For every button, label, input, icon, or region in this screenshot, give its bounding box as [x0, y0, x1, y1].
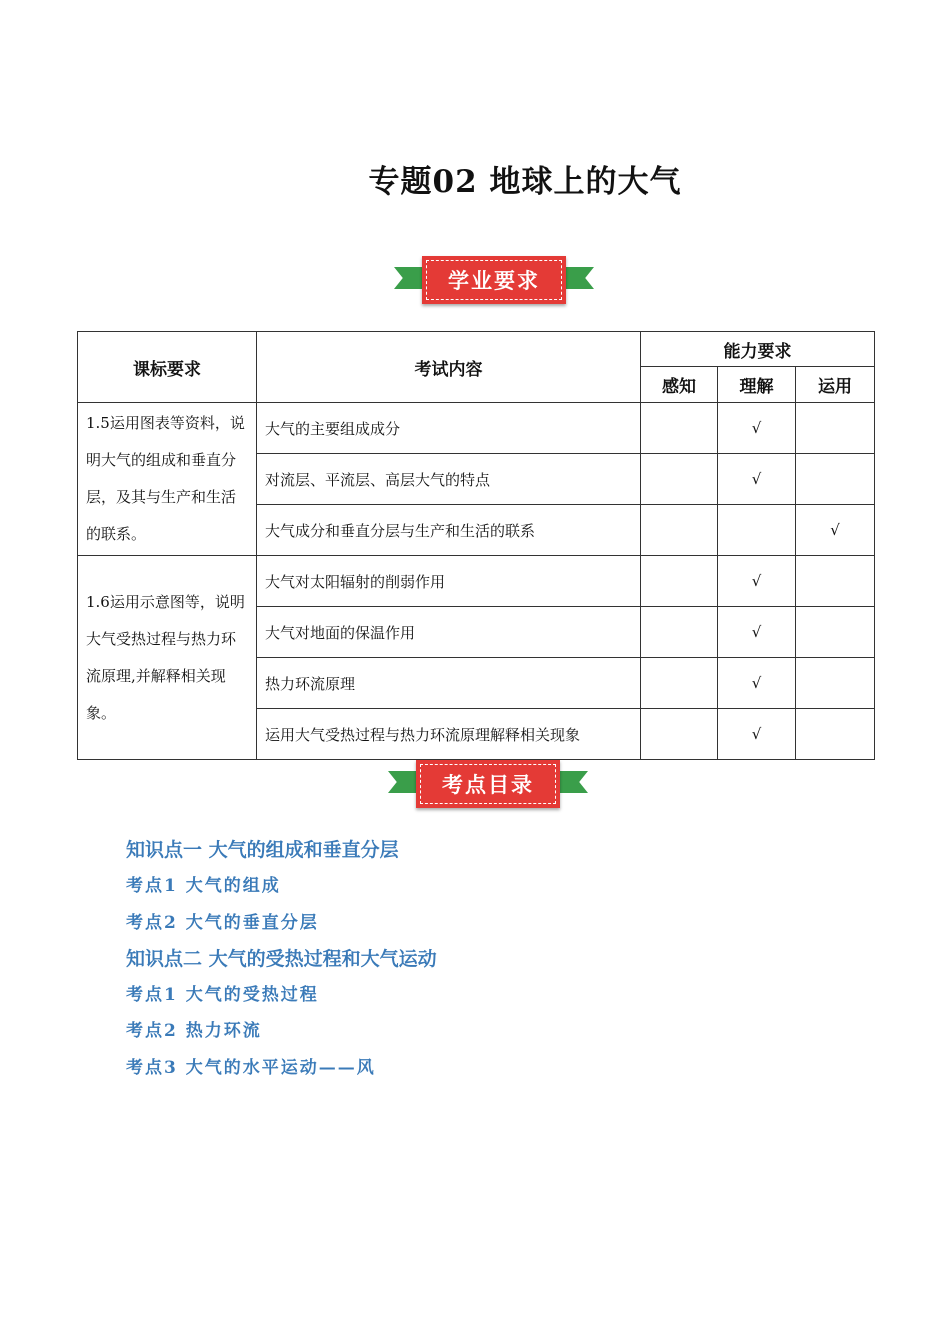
mark-cell	[796, 709, 875, 760]
topic-index	[126, 834, 437, 1088]
banner-academic-requirements	[394, 256, 594, 304]
content-cell: 大气成分和垂直分层与生产和生活的联系	[257, 505, 641, 556]
standard-1-6: 1.6运用示意图等，说明大气受热过程与热力环流原理,并解释相关现象。	[78, 556, 257, 760]
toc-exam-point[interactable]: 考点2 热力环流	[126, 1021, 262, 1042]
mark-cell	[718, 505, 796, 556]
mark-cell	[796, 403, 875, 454]
toc-exam-point[interactable]: 考点1 大气的组成	[126, 876, 281, 897]
header-perceive: 感知	[641, 367, 718, 403]
requirements-table	[77, 331, 875, 760]
header-content: 考试内容	[257, 332, 641, 403]
mark-cell	[641, 403, 718, 454]
banner-plate	[422, 256, 566, 304]
content-cell: 大气对太阳辐射的削弱作用	[257, 556, 641, 607]
mark-cell	[641, 505, 718, 556]
header-understand: 理解	[718, 367, 796, 403]
mark-cell	[641, 709, 718, 760]
mark-cell: √	[718, 454, 796, 505]
mark-cell: √	[718, 658, 796, 709]
mark-cell	[796, 454, 875, 505]
standard-1-5: 1.5运用图表等资料，说明大气的组成和垂直分层，及其与生产和生活的联系。	[78, 403, 257, 556]
header-standard: 课标要求	[78, 332, 257, 403]
toc-exam-point[interactable]: 考点2 大气的垂直分层	[126, 912, 319, 933]
toc-exam-point[interactable]: 考点3 大气的水平运动——风	[126, 1057, 376, 1078]
banner-label: 学业要求	[448, 269, 540, 293]
content-cell: 大气的主要组成成分	[257, 403, 641, 454]
header-apply: 运用	[796, 367, 875, 403]
banner-plate	[416, 760, 560, 808]
mark-cell: √	[796, 505, 875, 556]
banner-label: 考点目录	[442, 773, 534, 797]
mark-cell: √	[718, 709, 796, 760]
mark-cell	[641, 658, 718, 709]
header-ability: 能力要求	[641, 332, 875, 367]
content-cell: 热力环流原理	[257, 658, 641, 709]
mark-cell: √	[718, 556, 796, 607]
toc-exam-point[interactable]: 考点1 大气的受热过程	[126, 985, 319, 1006]
toc-knowledge-point[interactable]: 知识点一 大气的组成和垂直分层	[126, 839, 399, 861]
mark-cell	[796, 658, 875, 709]
mark-cell	[796, 556, 875, 607]
page-title: 专题02 地球上的大气	[368, 164, 682, 200]
content-cell: 大气对地面的保温作用	[257, 607, 641, 658]
mark-cell	[641, 454, 718, 505]
mark-cell	[796, 607, 875, 658]
content-cell: 对流层、平流层、高层大气的特点	[257, 454, 641, 505]
mark-cell: √	[718, 403, 796, 454]
mark-cell	[641, 556, 718, 607]
toc-knowledge-point[interactable]: 知识点二 大气的受热过程和大气运动	[126, 947, 437, 970]
mark-cell	[641, 607, 718, 658]
content-cell: 运用大气受热过程与热力环流原理解释相关现象	[257, 709, 641, 760]
mark-cell: √	[718, 607, 796, 658]
banner-topic-index	[388, 760, 588, 808]
